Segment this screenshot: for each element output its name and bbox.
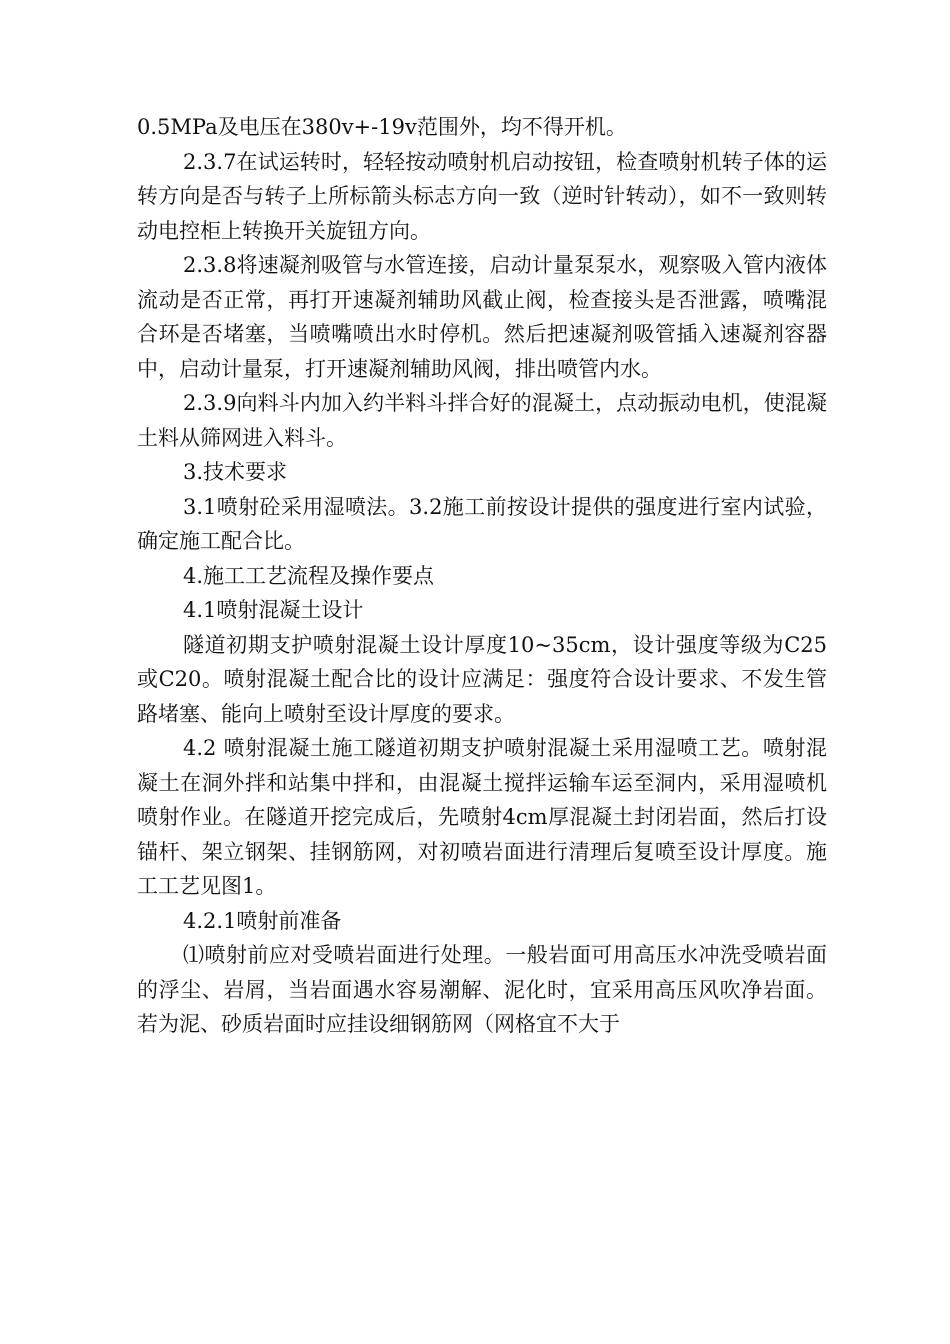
paragraph-4-2-1-item-1: ⑴喷射前应对受喷岩面进行处理。一般岩面可用高压水冲洗受喷岩面的浮尘、岩屑，当岩面遇水容易潮解、泥化时，宜采用高压风吹净岩面。若为泥、砂质岩面时应挂设细钢筋网（网格宜不大于 <box>137 943 827 1036</box>
heading-4-2-1-preparation: 4.2.1喷射前准备 <box>183 908 342 933</box>
heading-4-1-shotcrete-design: 4.1喷射混凝土设计 <box>183 598 364 622</box>
paragraph-2-3-9: 2.3.9向料斗内加入约半料斗拌合好的混凝土，点动振动电机，使混凝土料从筛网进入料斗。 <box>137 391 827 450</box>
paragraph-4-2: 4.2 喷射混凝土施工隧道初期支护喷射混凝土采用湿喷工艺。喷射混凝土在洞外拌和站集中拌和，由混凝土搅拌运输车运至洞内，采用湿喷机喷射作业。在隧道开挖完成后，先喷射4cm厚混凝土封闭岩面，然后打设锚杆、架立钢架、挂钢筋网，对初喷岩面进行清理后复喷至设计厚度。施工工艺见图1。 <box>137 736 827 898</box>
heading-4-process-flow: 4.施工工艺流程及操作要点 <box>183 563 435 588</box>
paragraph-4-1-body: 隧道初期支护喷射混凝土设计厚度10~35cm，设计强度等级为C25或C20。喷射混凝土配合比的设计应满足：强度符合设计要求、不发生管路堵塞、能向上喷射至设计厚度的要求。 <box>137 632 827 726</box>
paragraph-3-1: 3.1喷射砼采用湿喷法。3.2施工前按设计提供的强度进行室内试验，确定施工配合比。 <box>137 494 827 553</box>
paragraph-2-3-8: 2.3.8将速凝剂吸管与水管连接，启动计量泵泵水，观察吸入管内液体流动是否正常，再打开速凝剂辅助风截止阀，检查接头是否泄露，喷嘴混合环是否堵塞，当喷嘴喷出水时停机。然后把速凝剂吸管插入速凝剂容器中，启动计量泵，打开速凝剂辅助风阀，排出喷管内水。 <box>137 253 827 381</box>
paragraph-voltage-condition: 0.5MPa及电压在380v+-19v范围外，均不得开机。 <box>137 115 627 139</box>
heading-3-technical-requirements: 3.技术要求 <box>183 460 288 484</box>
document-body <box>137 110 827 1042</box>
paragraph-2-3-7: 2.3.7在试运转时，轻轻按动喷射机启动按钮，检查喷射机转子体的运转方向是否与转子上所标箭头标志方向一致（逆时针转动），如不一致则转动电控柜上转换开关旋钮方向。 <box>137 149 827 243</box>
